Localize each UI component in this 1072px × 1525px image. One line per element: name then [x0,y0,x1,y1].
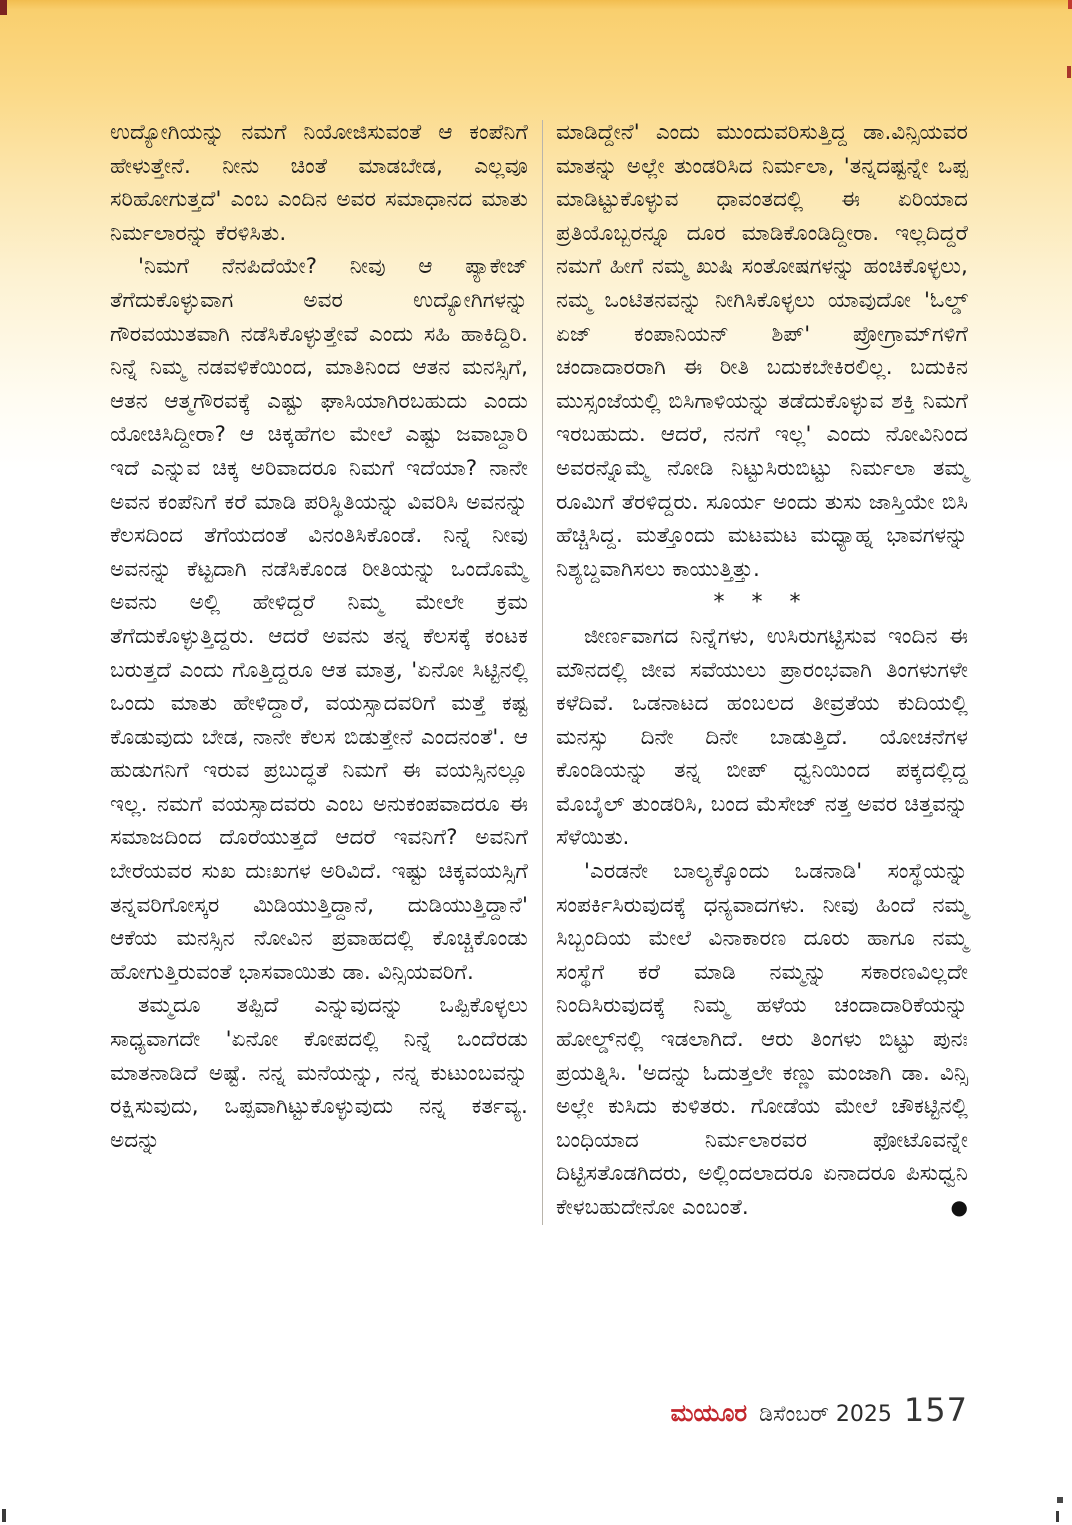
issue-date: ಡಿಸೆಂಬರ್ 2025 [759,1402,892,1427]
print-mark-right-edge [1067,66,1071,78]
print-mark-top-right [1068,0,1072,9]
story-end-icon: ● [950,1195,968,1219]
paragraph-text: 'ಎರಡನೇ ಬಾಲ್ಯಕ್ಕೊಂದು ಒಡನಾಡಿ' ಸಂಸ್ಥೆಯನ್ನು ಸಂಪರ್ಕಿಸಿರುವುದಕ್ಕೆ ಧನ್ಯವಾದಗಳು. ನೀವು ಹಿಂದೆ ನಮ್ಮ ಸಿಬ್ಬಂದಿಯ ಮೇಲೆ ವಿನಾಕಾರಣ ದೂರು ಹಾಗೂ ನಮ್ಮ ಸಂಸ್ಥೆಗೆ ಕರೆ ಮಾಡಿ ನಮ್ಮನ್ನು ಸಕಾರಣವಿಲ್ಲದೇ ನಿಂದಿಸಿರುವುದಕ್ಕೆ ನಿಮ್ಮ ಹಳೆಯ ಚಂದಾದಾರಿಕೆಯನ್ನು ಹೋಲ್ಡ್‌ನಲ್ಲಿ ಇಡಲಾಗಿದೆ. ಆರು ತಿಂಗಳು ಬಿಟ್ಟು ಪುನಃ ಪ್ರಯತ್ನಿಸಿ. 'ಅದನ್ನು ಓದುತ್ತಲೇ ಕಣ್ಣು ಮಂಜಾಗಿ ಡಾ. ವಿನ್ಸಿ ಅಲ್ಲೇ ಕುಸಿದು ಕುಳಿತರು. ಗೋಡೆಯ ಮೇಲೆ ಚೌಕಟ್ಟಿನಲ್ಲಿ ಬಂಧಿಯಾದ ನಿರ್ಮಲಾರವರ ಫೋಟೊವನ್ನೇ ದಿಟ್ಟಿಸತೊಡಗಿದರು, ಅಲ್ಲಿಂದಲಾದರೂ ಏನಾದರೂ ಪಿಸುಧ್ವನಿ ಕೇಳಬಹುದೇನೋ ಎಂಬಂತೆ. [556,859,968,1220]
left-column [110,116,528,1225]
paragraph: ಮಾಡಿದ್ದೇನೆ' ಎಂದು ಮುಂದುವರಿಸುತ್ತಿದ್ದ ಡಾ.ವಿನ್ಸಿಯವರ ಮಾತನ್ನು ಅಲ್ಲೇ ತುಂಡರಿಸಿದ ನಿರ್ಮಲಾ, 'ತನ್ನದಷ್ಟನ್ನೇ ಒಪ್ಪ ಮಾಡಿಟ್ಟುಕೊಳ್ಳುವ ಧಾವಂತದಲ್ಲಿ ಈ ಏರಿಯಾದ ಪ್ರತಿಯೊಬ್ಬರನ್ನೂ ದೂರ ಮಾಡಿಕೊಂಡಿದ್ದೀರಾ. ಇಲ್ಲದಿದ್ದರೆ ನಮಗೆ ಹೀಗೆ ನಮ್ಮ ಖುಷಿ ಸಂತೋಷಗಳನ್ನು ಹಂಚಿಕೊಳ್ಳಲು, ನಮ್ಮ ಒಂಟಿತನವನ್ನು ನೀಗಿಸಿಕೊಳ್ಳಲು ಯಾವುದೋ 'ಓಲ್ಡ್ ಏಜ್ ಕಂಪಾನಿಯನ್ ಶಿಪ್' ಪ್ರೋಗ್ರಾಮ್‌ಗಳಿಗೆ ಚಂದಾದಾರರಾಗಿ ಈ ರೀತಿ ಬದುಕಬೇಕಿರಲಿಲ್ಲ. ಬದುಕಿನ ಮುಸ್ಸಂಜೆಯಲ್ಲಿ ಬಿಸಿಗಾಳಿಯನ್ನು ತಡೆದುಕೊಳ್ಳುವ ಶಕ್ತಿ ನಿಮಗೆ ಇರಬಹುದು. ಆದರೆ, ನನಗೆ ಇಲ್ಲ' ಎಂದು ನೋವಿನಿಂದ ಅವರನ್ನೊಮ್ಮೆ ನೋಡಿ ನಿಟ್ಟುಸಿರುಬಿಟ್ಟು ನಿರ್ಮಲಾ ತಮ್ಮ ರೂಮಿಗೆ ತೆರಳಿದ್ದರು. ಸೂರ್ಯ ಅಂದು ತುಸು ಜಾಸ್ತಿಯೇ ಬಿಸಿ ಹೆಚ್ಚಿಸಿದ್ದ. ಮತ್ತೊಂದು ಮಟಮಟ ಮಧ್ಯಾಹ್ನ ಭಾವಗಳನ್ನು ನಿಶ್ಯಬ್ದವಾಗಿಸಲು ಕಾಯುತ್ತಿತ್ತು. [556,120,968,582]
story-body [110,116,968,1225]
paragraph [556,855,968,1225]
right-column [556,116,968,1225]
print-mark-top-left [0,0,7,15]
paragraph: ಉದ್ಯೋಗಿಯನ್ನು ನಮಗೆ ನಿಯೋಜಿಸುವಂತೆ ಆ ಕಂಪೆನಿಗೆ ಹೇಳುತ್ತೇನೆ. ನೀನು ಚಿಂತೆ ಮಾಡಬೇಡ, ಎಲ್ಲವೂ ಸರಿಹೋಗುತ್ತದೆ' ಎಂಬ ಎಂದಿನ ಅವರ ಸಮಾಧಾನದ ಮಾತು ನಿರ್ಮಲಾರನ್ನು ಕೆರಳಿಸಿತು. [110,120,528,246]
print-mark-bottom-left [2,1509,6,1522]
paragraph: ಜೀರ್ಣವಾಗದ ನಿನ್ನೆಗಳು, ಉಸಿರುಗಟ್ಟಿಸುವ ಇಂದಿನ ಈ ಮೌನದಲ್ಲಿ ಜೀವ ಸವೆಯುಲು ಪ್ರಾರಂಭವಾಗಿ ತಿಂಗಳುಗಳೇ ಕಳೆದಿವೆ. ಒಡನಾಟದ ಹಂಬಲದ ತೀವ್ರತೆಯ ಕುದಿಯಲ್ಲಿ ಮನಸ್ಸು ದಿನೇ ದಿನೇ ಬಾಡುತ್ತಿದೆ. ಯೋಚನೆಗಳ ಕೊಂಡಿಯನ್ನು ತನ್ನ ಬೀಪ್ ಧ್ವನಿಯಿಂದ ಪಕ್ಕದಲ್ಲಿದ್ದ ಮೊಬೈಲ್ ತುಂಡರಿಸಿ, ಬಂದ ಮೆಸೇಜ್ ನತ್ತ ಅವರ ಚಿತ್ತವನ್ನು ಸೆಳೆಯಿತು. [556,623,968,851]
page-number: 157 [903,1391,968,1429]
section-break-stars: * * * [713,590,811,616]
column-divider-rule [542,120,543,1225]
paragraph: 'ನಿಮಗೆ ನೆನಪಿದೆಯೇ? ನೀವು ಆ ಪ್ಯಾಕೇಜ್ ತೆಗೆದುಕೊಳ್ಳುವಾಗ ಅವರ ಉದ್ಯೋಗಿಗಳನ್ನು ಗೌರವಯುತವಾಗಿ ನಡೆಸಿಕೊಳ್ಳುತ್ತೇವೆ ಎಂದು ಸಹಿ ಹಾಕಿದ್ದಿರಿ. ನಿನ್ನೆ ನಿಮ್ಮ ನಡವಳಿಕೆಯಿಂದ, ಮಾತಿನಿಂದ ಆತನ ಮನಸ್ಸಿಗೆ, ಆತನ ಆತ್ಮಗೌರವಕ್ಕೆ ಎಷ್ಟು ಘಾಸಿಯಾಗಿರಬಹುದು ಎಂದು ಯೋಚಿಸಿದ್ದೀರಾ? ಆ ಚಿಕ್ಕಹೆಗಲ ಮೇಲೆ ಎಷ್ಟು ಜವಾಬ್ದಾರಿ ಇದೆ ಎನ್ನುವ ಚಿಕ್ಕ ಅರಿವಾದರೂ ನಿಮಗೆ ಇದೆಯಾ? ನಾನೇ ಅವನ ಕಂಪೆನಿಗೆ ಕರೆ ಮಾಡಿ ಪರಿಸ್ಥಿತಿಯನ್ನು ವಿವರಿಸಿ ಅವನನ್ನು ಕೆಲಸದಿಂದ ತೆಗೆಯದಂತೆ ವಿನಂತಿಸಿಕೊಂಡೆ. ನಿನ್ನೆ ನೀವು ಅವನನ್ನು ಕೆಟ್ಟದಾಗಿ ನಡೆಸಿಕೊಂಡ ರೀತಿಯನ್ನು ಒಂದೊಮ್ಮೆ ಅವನು ಅಲ್ಲಿ ಹೇಳಿದ್ದರೆ ನಿಮ್ಮ ಮೇಲೇ ಕ್ರಮ ತೆಗೆದುಕೊಳ್ಳುತ್ತಿದ್ದರು. ಆದರೆ ಅವನು ತನ್ನ ಕೆಲಸಕ್ಕೆ ಕಂಟಕ ಬರುತ್ತದೆ ಎಂದು ಗೊತ್ತಿದ್ದರೂ ಆತ ಮಾತ್ರ, 'ಏನೋ ಸಿಟ್ಟಿನಲ್ಲಿ ಒಂದು ಮಾತು ಹೇಳಿದ್ದಾರೆ, ವಯಸ್ಸಾದವರಿಗೆ ಮತ್ತೆ ಕಷ್ಟ ಕೊಡುವುದು ಬೇಡ, ನಾನೇ ಕೆಲಸ ಬಿಡುತ್ತೇನೆ ಎಂದನಂತೆ'. ಆ ಹುಡುಗನಿಗೆ ಇರುವ ಪ್ರಬುದ್ಧತೆ ನಿಮಗೆ ಈ ವಯಸ್ಸಿನಲ್ಲೂ ಇಲ್ಲ. ನಮಗೆ ವಯಸ್ಸಾದವರು ಎಂಬ ಅನುಕಂಪವಾದರೂ ಈ ಸಮಾಜದಿಂದ ದೊರೆಯುತ್ತದೆ ಆದರೆ ಇವನಿಗೆ? ಅವನಿಗೆ ಬೇರೆಯವರ ಸುಖ ದುಃಖಗಳ ಅರಿವಿದೆ. ಇಷ್ಟು ಚಿಕ್ಕವಯಸ್ಸಿಗೆ ತನ್ನವರಿಗೋಸ್ಕರ ಮಿಡಿಯುತ್ತಿದ್ದಾನೆ, ದುಡಿಯುತ್ತಿದ್ದಾನೆ' ಆಕೆಯ ಮನಸ್ಸಿನ ನೋವಿನ ಪ್ರವಾಹದಲ್ಲಿ ಕೊಚ್ಚಿಕೊಂಡು ಹೋಗುತ್ತಿರುವಂತೆ ಭಾಸವಾಯಿತು ಡಾ. ವಿನ್ಸಿಯವರಿಗೆ. [110,254,528,985]
paragraph: ತಮ್ಮದೂ ತಪ್ಪಿದೆ ಎನ್ನುವುದನ್ನು ಒಪ್ಪಿಕೊಳ್ಳಲು ಸಾಧ್ಯವಾಗದೇ 'ಏನೋ ಕೋಪದಲ್ಲಿ ನಿನ್ನೆ ಒಂದೆರಡು ಮಾತನಾಡಿದೆ ಅಷ್ಟೆ. ನನ್ನ ಮನೆಯನ್ನು, ನನ್ನ ಕುಟುಂಬವನ್ನು ರಕ್ಷಿಸುವುದು, ಒಪ್ಪವಾಗಿಟ್ಟುಕೊಳ್ಳುವುದು ನನ್ನ ಕರ್ತವ್ಯ. ಅದನ್ನು [110,993,528,1153]
page-footer [671,1391,968,1429]
print-dot-bottom-right [1057,1497,1063,1503]
magazine-name: ಮಯೂರ [670,1399,748,1427]
print-mark-bottom-right [1056,1511,1059,1522]
